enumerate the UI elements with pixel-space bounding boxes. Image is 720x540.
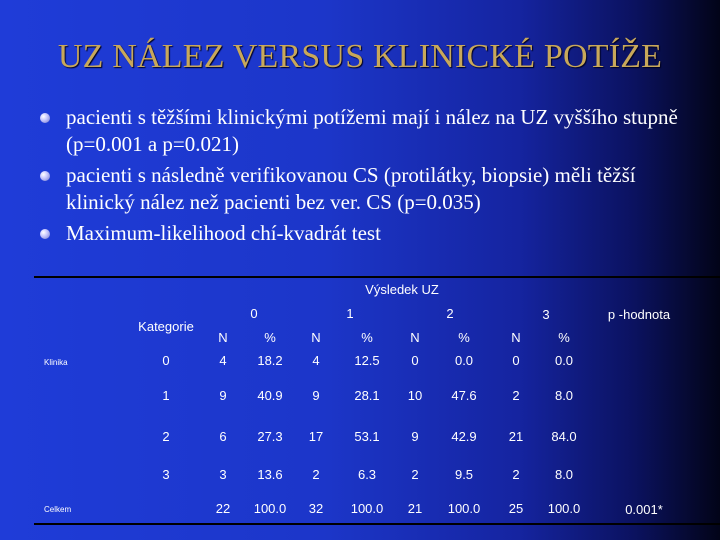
col-pct-0: %: [264, 330, 276, 345]
cell: 6.3: [357, 467, 377, 482]
cell: 0: [512, 353, 520, 368]
table-bottom-rule: [34, 523, 720, 525]
pvalue-header: p -hodnota: [607, 307, 671, 322]
col-n-0: N: [218, 330, 228, 345]
group-label-1: 1: [346, 306, 354, 321]
bullet-text: pacienti s těžšími klinickými potížemi mají i nález na UZ vyššího stupně (p=0.001 a p=0.021): [66, 105, 678, 156]
cell: 9: [219, 388, 227, 403]
slide-title: UZ NÁLEZ VERSUS KLINICKÉ POTÍŽE: [57, 38, 663, 75]
col-n-1: N: [311, 330, 321, 345]
row-category: 1: [162, 388, 170, 403]
cell: 2: [512, 388, 520, 403]
cell: 40.9: [257, 388, 283, 403]
cell: 22: [215, 501, 231, 516]
group-label-3: 3: [542, 307, 550, 322]
cell: 4: [312, 353, 320, 368]
bullet-text: pacienti s následně verifikovanou CS (protilátky, biopsie) měli těžší klinický nález než pacienti bez ver. CS (p=0.035): [66, 163, 636, 214]
col-pct-1: %: [361, 330, 373, 345]
cell: 28.1: [354, 388, 380, 403]
cell: 100.0: [350, 501, 384, 516]
col-pct-2: %: [458, 330, 470, 345]
category-header: Kategorie: [138, 319, 194, 334]
cell: 9.5: [454, 467, 474, 482]
pvalue-cell: 0.001*: [625, 502, 663, 517]
cell: 2: [512, 467, 520, 482]
cell: 32: [308, 501, 324, 516]
cell: 2: [411, 467, 419, 482]
cell: 42.9: [451, 429, 477, 444]
cell: 17: [308, 429, 324, 444]
group-label-0: 0: [250, 306, 258, 321]
cell: 8.0: [554, 467, 574, 482]
cell: 4: [219, 353, 227, 368]
cell: 13.6: [257, 467, 283, 482]
cell: 84.0: [551, 429, 577, 444]
group-header: Výsledek UZ: [365, 282, 439, 297]
cell: 53.1: [354, 429, 380, 444]
cell: 9: [312, 388, 320, 403]
cell: 0: [411, 353, 419, 368]
cell: 21: [407, 501, 423, 516]
cell: 10: [407, 388, 423, 403]
cell: 47.6: [451, 388, 477, 403]
cell: 8.0: [554, 388, 574, 403]
row-group-label: Klinika: [44, 358, 68, 367]
cell: 21: [508, 429, 524, 444]
cell: 100.0: [447, 501, 481, 516]
cell: 27.3: [257, 429, 283, 444]
row-category: 0: [162, 353, 170, 368]
cell: 3: [219, 467, 227, 482]
col-n-3: N: [511, 330, 521, 345]
cell: 18.2: [257, 353, 283, 368]
cell: 0.0: [554, 353, 574, 368]
col-n-2: N: [410, 330, 420, 345]
group-label-2: 2: [446, 306, 454, 321]
cell: 100.0: [253, 501, 287, 516]
cell: 25: [508, 501, 524, 516]
total-label: Celkem: [44, 505, 72, 514]
cell: 12.5: [354, 353, 380, 368]
bullet-text: Maximum-likelihood chí-kvadrát test: [66, 221, 381, 245]
cell: 9: [411, 429, 419, 444]
cell: 100.0: [547, 501, 581, 516]
cell: 6: [219, 429, 227, 444]
row-category: 2: [162, 429, 170, 444]
cell: 0.0: [454, 353, 474, 368]
col-pct-3: %: [558, 330, 570, 345]
table-top-rule: [34, 276, 720, 278]
cell: 2: [312, 467, 320, 482]
row-category: 3: [162, 467, 170, 482]
